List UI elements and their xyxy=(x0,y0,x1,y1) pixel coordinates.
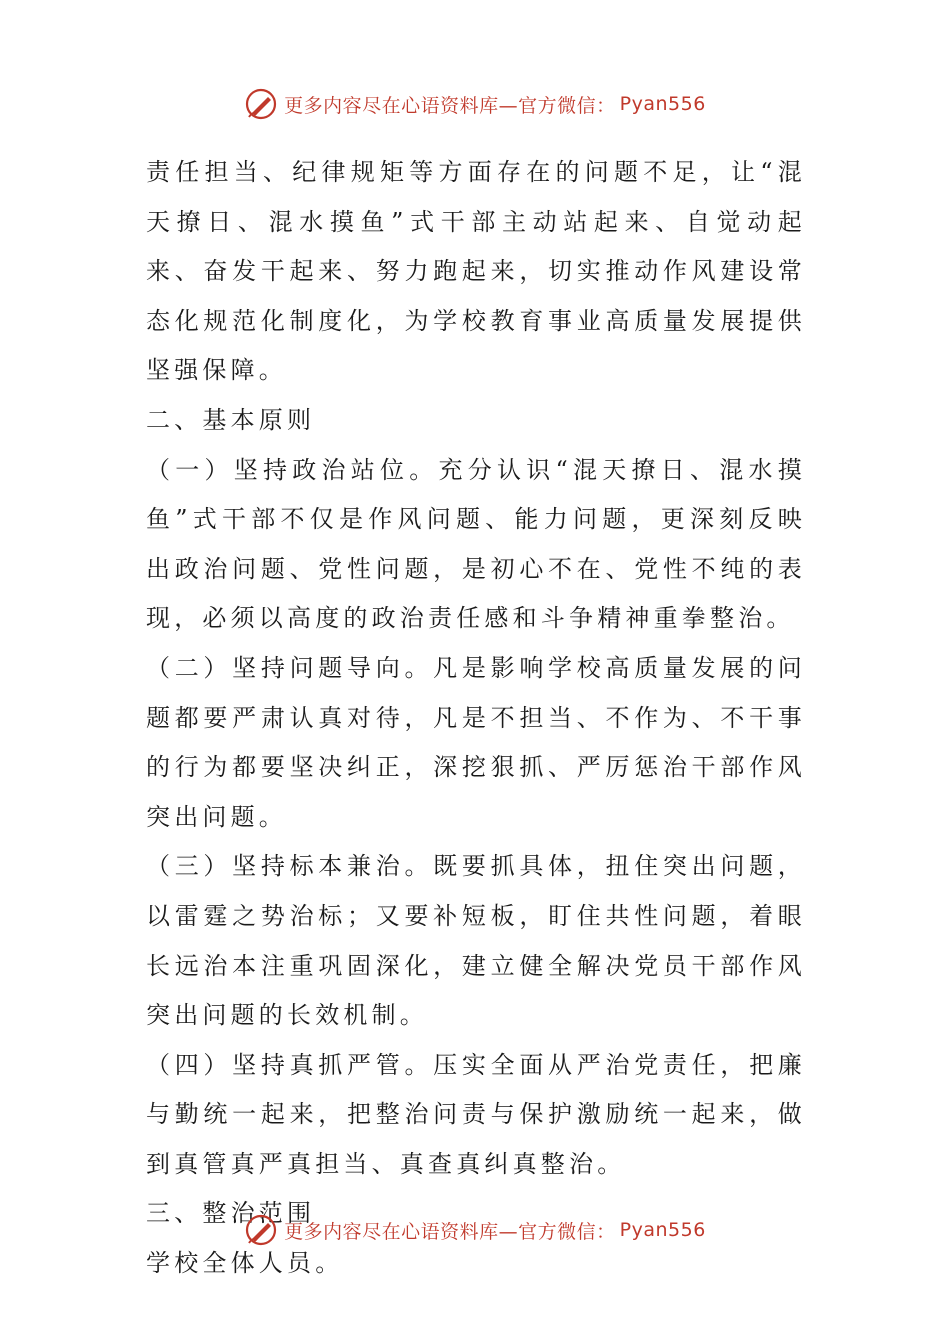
paragraph: （二）坚持问题导向。凡是影响学校高质量发展的问题都要严肃认真对待，凡是不担当、不作为、不干事的行为都要坚决纠正，深挖狠抓、严厉惩治干部作风突出问题。 xyxy=(146,653,806,831)
header-banner xyxy=(0,84,950,124)
footer-banner xyxy=(0,1210,950,1250)
pen-circle-logo-icon xyxy=(244,1213,278,1247)
pen-circle-logo-icon xyxy=(244,87,278,121)
document-body xyxy=(146,148,806,1289)
banner-contact: Pyan556 xyxy=(619,1219,706,1241)
paragraph: （一）坚持政治站位。充分认识“混天撩日、混水摸鱼”式干部不仅是作风问题、能力问题，更深刻反映出政治问题、党性问题，是初心不在、党性不纯的表现，必须以高度的政治责任感和斗争精神重拳整治。 xyxy=(146,455,806,633)
banner-contact: Pyan556 xyxy=(619,93,706,115)
banner-text: 更多内容尽在心语资料库—官方微信： xyxy=(284,1220,616,1243)
section-heading: 二、基本原则 xyxy=(146,405,316,434)
section-heading: 三、整治范围 xyxy=(146,1199,316,1228)
paragraph: 学校全体人员。 xyxy=(146,1249,344,1278)
paragraph: （三）坚持标本兼治。既要抓具体，扭住突出问题，以雷霆之势治标；又要补短板，盯住共性问题，着眼长远治本注重巩固深化，建立健全解决党员干部作风突出问题的长效机制。 xyxy=(146,852,806,1030)
paragraph: （四）坚持真抓严管。压实全面从严治党责任，把廉与勤统一起来，把整治问责与保护激励统一起来，做到真管真严真担当、真查真纠真整治。 xyxy=(146,1050,806,1178)
banner-text: 更多内容尽在心语资料库—官方微信： xyxy=(284,94,616,117)
paragraph: 责任担当、纪律规矩等方面存在的问题不足，让“混天撩日、混水摸鱼”式干部主动站起来、自觉动起来、奋发干起来、努力跑起来，切实推动作风建设常态化规范化制度化，为学校教育事业高质量发展提供坚强保障。 xyxy=(146,158,806,385)
